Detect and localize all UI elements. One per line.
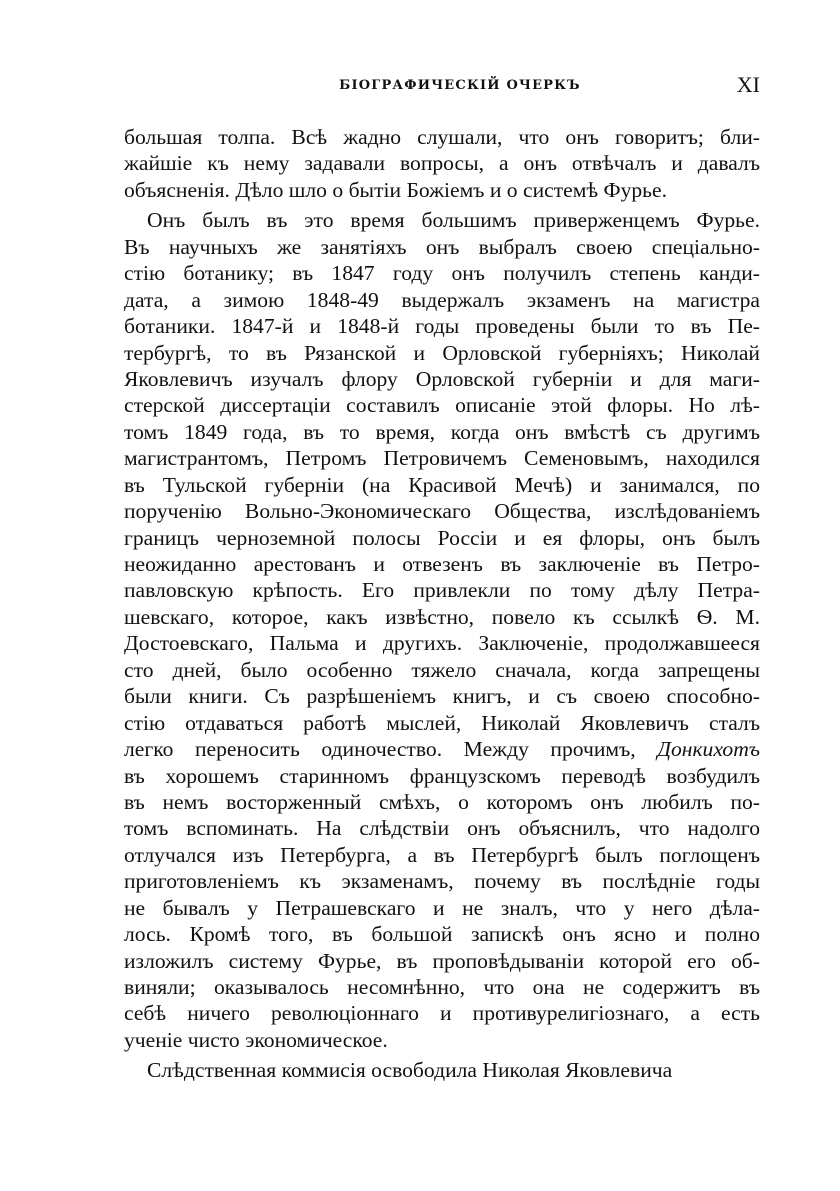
text-line: объясненія. Дѣло шло о бытіи Божіемъ и о системѣ Фурье. xyxy=(124,177,668,202)
text-line: сто дней, было особенно тяжело сначала, когда запрещены xyxy=(124,657,760,682)
text-line: виняли; оказывалось несомнѣнно, что она не содержитъ въ xyxy=(124,975,760,999)
italic-title: Донкихотъ xyxy=(657,737,760,762)
body-text xyxy=(124,124,760,1088)
text-line: стію ботанику; въ 1847 году онъ получилъ степень канди- xyxy=(124,261,760,286)
text-line: въ немъ восторженный смѣхъ, о которомъ онъ любилъ по- xyxy=(124,789,760,814)
text-line: большая толпа. Всѣ жадно слушали, что онъ говоритъ; бли- xyxy=(124,125,760,149)
text-line: Достоевскаго, Пальма и другихъ. Заключеніе, продолжавшееся xyxy=(124,631,760,656)
paragraph xyxy=(124,1057,760,1083)
text-line: стерской диссертаціи составилъ описаніе этой флоры. Но лѣ- xyxy=(124,393,760,418)
text-line: ботаники. 1847-й и 1848-й годы проведены были то въ Пе- xyxy=(124,314,760,339)
text-line: Яковлевичъ изучалъ флору Орловской губерніи и для маги- xyxy=(124,366,760,391)
page-number: XI xyxy=(736,72,760,97)
text-line: магистрантомъ, Петромъ Петровичемъ Семеновымъ, находился xyxy=(124,446,760,471)
text-line: ученіе чисто экономическое. xyxy=(124,1027,388,1052)
text-line: въ Тульской губерніи (на Красивой Мечѣ) и занимался, по xyxy=(124,472,760,497)
text-line: Онъ былъ въ это время большимъ приверженцемъ Фурье. xyxy=(147,208,760,233)
running-head xyxy=(124,72,760,102)
text-line: томъ 1849 года, въ то время, когда онъ вмѣстѣ съ другимъ xyxy=(124,419,760,444)
running-title: БІОГРАФИЧЕСКІЙ ОЧЕРКЪ xyxy=(339,78,581,93)
text-line: томъ вспоминать. На слѣдствіи онъ объяснилъ, что надолго xyxy=(124,816,760,841)
text-line: павловскую крѣпость. Его привлекли по тому дѣлу Петра- xyxy=(124,578,760,603)
text-line: жайшіе къ нему задавали вопросы, а онъ отвѣчалъ и давалъ xyxy=(124,151,760,176)
text-line: были книги. Съ разрѣшеніемъ книгъ, и съ своею способно- xyxy=(124,684,760,709)
text-line: границъ черноземной полосы Россіи и ея флоры, онъ былъ xyxy=(124,525,760,550)
text-line: легко переносить одиночество. Между прочимъ, Донкихотъ xyxy=(124,737,760,762)
paragraph xyxy=(124,124,760,203)
text-line: себѣ ничего революціоннаго и противурелигіознаго, а есть xyxy=(124,1001,760,1026)
text-line: въ хорошемъ старинномъ французскомъ переводѣ возбудилъ xyxy=(124,763,760,788)
text-line: дата, а зимою 1848-49 выдержалъ экзаменъ на магистра xyxy=(124,287,760,312)
paragraph xyxy=(124,207,760,1053)
text-line: тербургѣ, то въ Рязанской и Орловской губерніяхъ; Николай xyxy=(124,340,760,365)
text-line: не бывалъ у Петрашевскаго и не зналъ, что у него дѣла- xyxy=(124,895,760,920)
text-line: изложилъ систему Фурье, въ проповѣдываніи которой его об- xyxy=(124,948,760,973)
text-line: стію отдаваться работѣ мыслей, Николай Яковлевичъ сталъ xyxy=(124,710,760,735)
text-line: лось. Кромѣ того, въ большой запискѣ онъ ясно и полно xyxy=(124,922,760,947)
text-line: Слѣдственная коммисія освободила Николая Яковлевича xyxy=(147,1058,673,1083)
text-line: Въ научныхъ же занятіяхъ онъ выбралъ своею спеціально- xyxy=(124,234,760,259)
text-line: порученію Вольно-Экономическаго Общества, изслѣдованіемъ xyxy=(124,499,760,524)
text-line: неожиданно арестованъ и отвезенъ въ заключеніе въ Петро- xyxy=(124,552,760,576)
text-line: шевскаго, которое, какъ извѣстно, повело къ ссылкѣ Ѳ. М. xyxy=(124,604,760,629)
text-line: отлучался изъ Петербурга, а въ Петербургѣ былъ поглощенъ xyxy=(124,842,760,867)
text-line: приготовленіемъ къ экзаменамъ, почему въ послѣдніе годы xyxy=(124,869,760,894)
